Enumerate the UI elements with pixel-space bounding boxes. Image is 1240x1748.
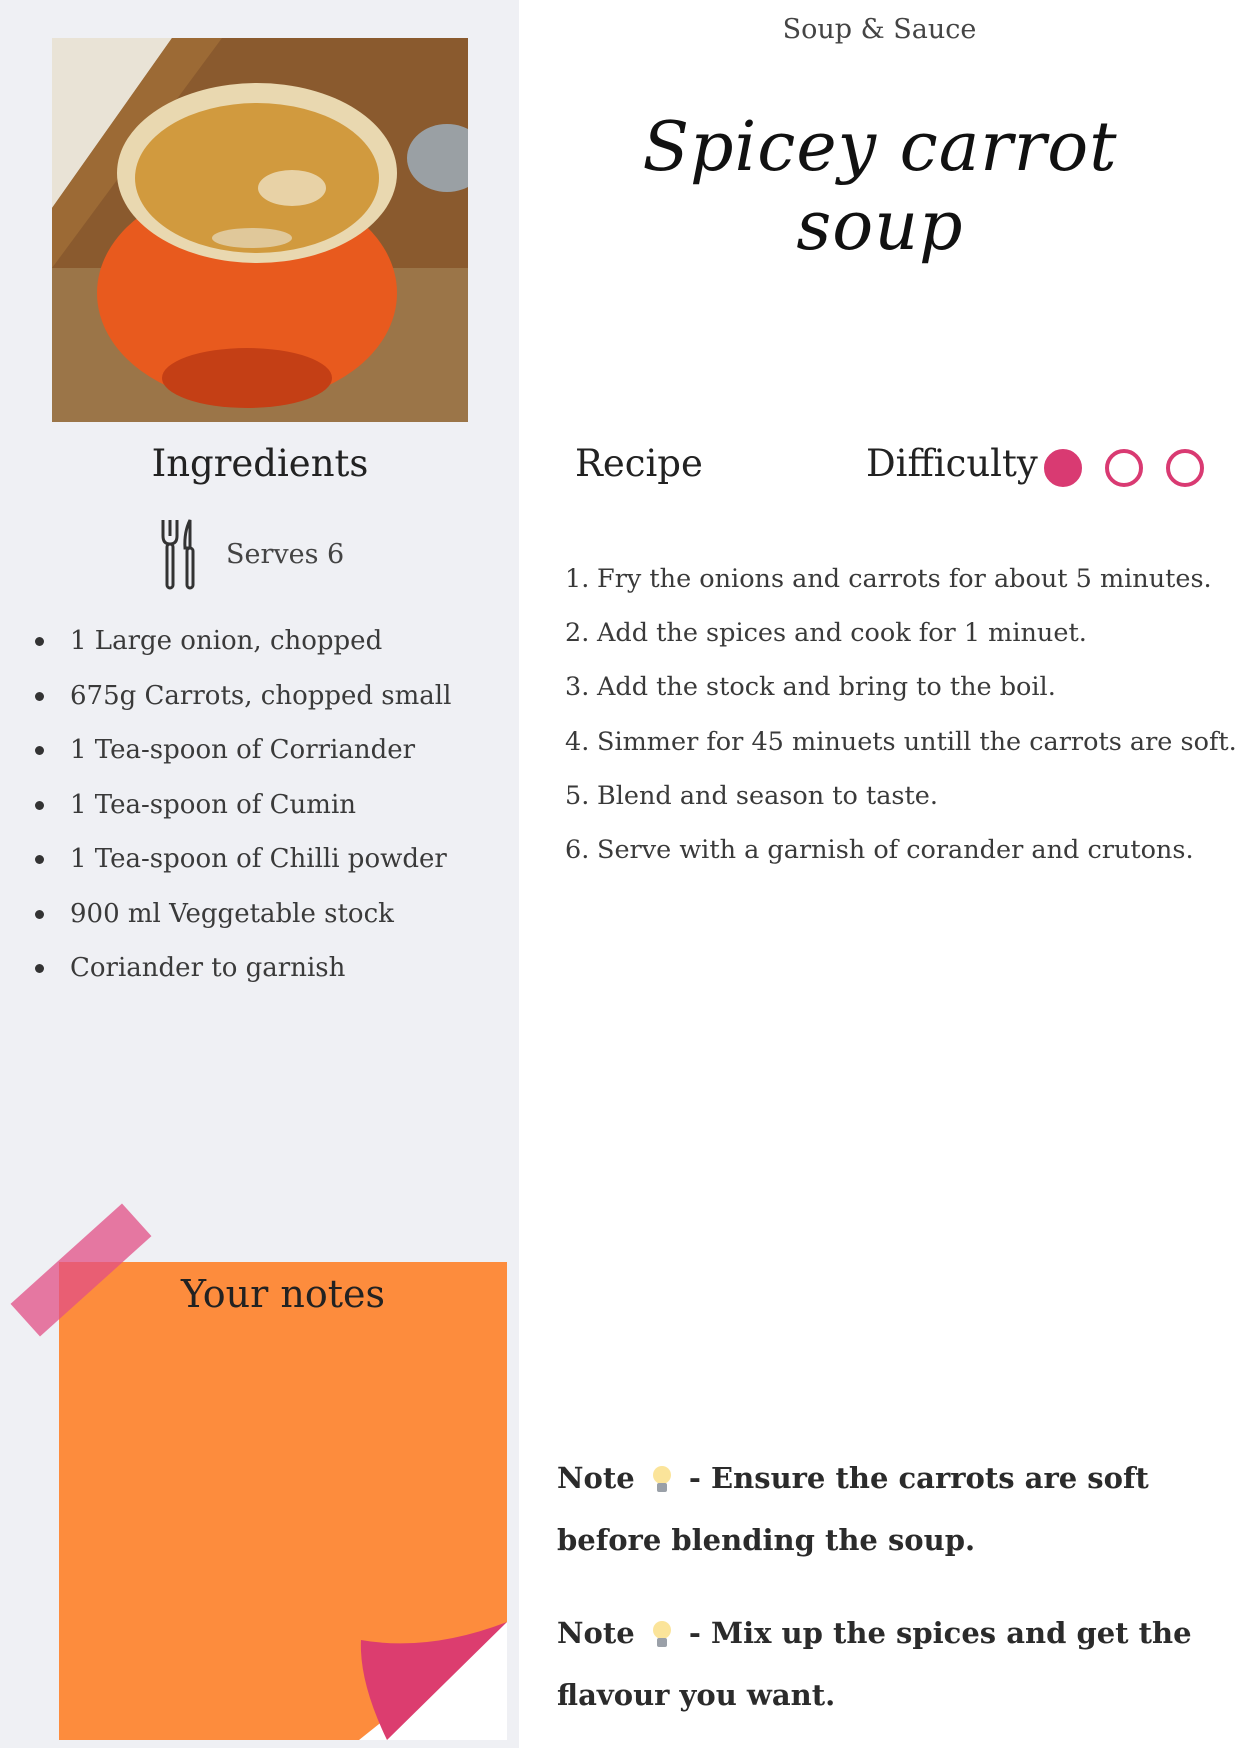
step-number: 6. [565, 834, 590, 865]
step-number: 2. [565, 618, 590, 649]
ingredient-item: 1 Tea-spoon of Cumin [30, 778, 451, 833]
difficulty-dot [1166, 449, 1204, 487]
step-text: Fry the onions and carrots for about 5 minutes. [597, 564, 1212, 594]
tip-note [557, 1447, 1197, 1571]
notes-sticky-note[interactable] [59, 1262, 507, 1740]
soup-photo [52, 38, 468, 422]
ingredient-item: 900 ml Veggetable stock [30, 887, 451, 942]
category-label: Soup & Sauce [782, 14, 977, 45]
serves-row [160, 518, 344, 590]
lightbulb-icon [651, 1620, 673, 1650]
step-number: 5. [565, 780, 590, 811]
difficulty-dot [1044, 449, 1082, 487]
recipe-heading: Recipe [575, 442, 703, 485]
ingredient-item: Coriander to garnish [30, 941, 451, 996]
difficulty-rating [1044, 449, 1227, 487]
note-label: Note [557, 1461, 635, 1495]
step-item [565, 606, 1237, 660]
ingredient-item: 1 Tea-spoon of Corriander [30, 723, 451, 778]
difficulty-label: Difficulty [866, 442, 1038, 485]
difficulty-dot [1105, 449, 1143, 487]
ingredient-item: 675g Carrots, chopped small [30, 669, 451, 724]
step-item [565, 823, 1237, 877]
ingredient-item: 1 Large onion, chopped [30, 614, 451, 669]
page-curl-icon [359, 1622, 507, 1740]
step-text: Add the spices and cook for 1 minuet. [597, 618, 1087, 649]
note-label: Note [557, 1616, 635, 1650]
step-item [565, 715, 1237, 769]
cutlery-icon [160, 518, 200, 590]
step-text: Add the stock and bring to the boil. [597, 672, 1056, 703]
ingredients-list [30, 614, 451, 996]
note-text: - Mix up the spices and get the flavour you want. [557, 1616, 1192, 1712]
step-text: Blend and season to taste. [597, 780, 938, 811]
step-item [565, 660, 1237, 714]
step-number: 1. [565, 564, 590, 594]
steps-list [565, 552, 1237, 877]
notes-title: Your notes [181, 1272, 385, 1316]
note-text: - Ensure the carrots are soft before blending the soup. [557, 1461, 1149, 1557]
ingredient-item: 1 Tea-spoon of Chilli powder [30, 832, 451, 887]
step-number: 3. [565, 672, 590, 703]
serves-label: Serves 6 [226, 538, 345, 570]
tip-note [557, 1602, 1197, 1726]
step-item [565, 769, 1237, 823]
step-number: 4. [565, 726, 590, 757]
ingredients-heading: Ingredients [151, 442, 369, 485]
lightbulb-icon [651, 1465, 673, 1495]
step-text: Serve with a garnish of corander and crutons. [597, 834, 1194, 865]
step-item [565, 552, 1237, 606]
recipe-title: Spicey carrot soup [642, 108, 1118, 266]
step-text: Simmer for 45 minuets untill the carrots are soft. [597, 726, 1237, 757]
